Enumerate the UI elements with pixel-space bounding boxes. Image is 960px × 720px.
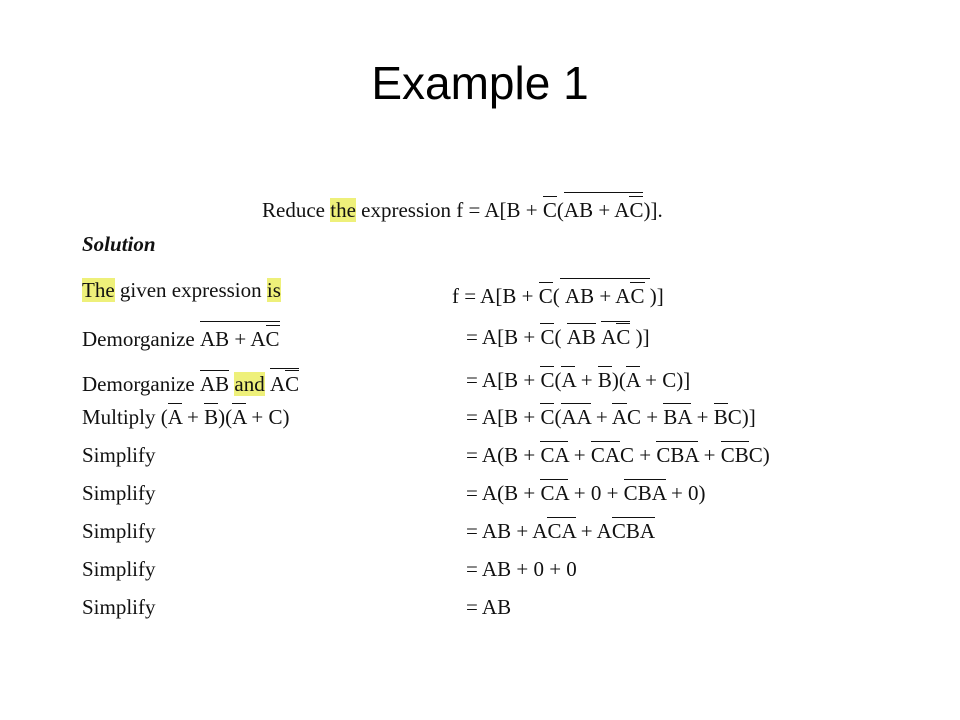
step-expression: = AB + ACA + ACBA [466,519,656,543]
step-label: The given expression is [82,278,281,302]
slide-title: Example 1 [371,57,589,109]
solution-heading: Solution [82,232,156,256]
step-label: Simplify [82,519,156,543]
problem-prefix: Reduce [262,198,325,222]
step-expression: f = A[B + C( AB + AC )] [452,278,664,309]
step-expression: = A(B + CA + CAC + CBA + CBC) [466,443,770,467]
step-label: Simplify [82,557,156,581]
step-label: Multiply (A + B)(A + C) [82,405,290,429]
step-expression: = A[B + C( AB AC )] [466,321,650,350]
step-label: Simplify [82,481,156,505]
step-expression: = A[B + C(AA + AC + BA + BC)] [466,405,756,429]
step-label: Simplify [82,443,156,467]
step-expression: = A(B + CA + 0 + CBA + 0) [466,481,706,505]
problem-highlight: the [330,198,356,222]
step-label: Demorganize AB + AC [82,321,280,352]
step-label: Simplify [82,595,156,619]
step-expression: = A[B + C(A + B)(A + C)] [466,368,691,392]
problem-statement: Reduce the expression f = A[B + C(AB + AC)]. [262,192,663,223]
step-expression: = AB + 0 + 0 [466,557,577,581]
step-label: Demorganize AB and AC [82,368,299,397]
step-expression: = AB [466,595,512,619]
